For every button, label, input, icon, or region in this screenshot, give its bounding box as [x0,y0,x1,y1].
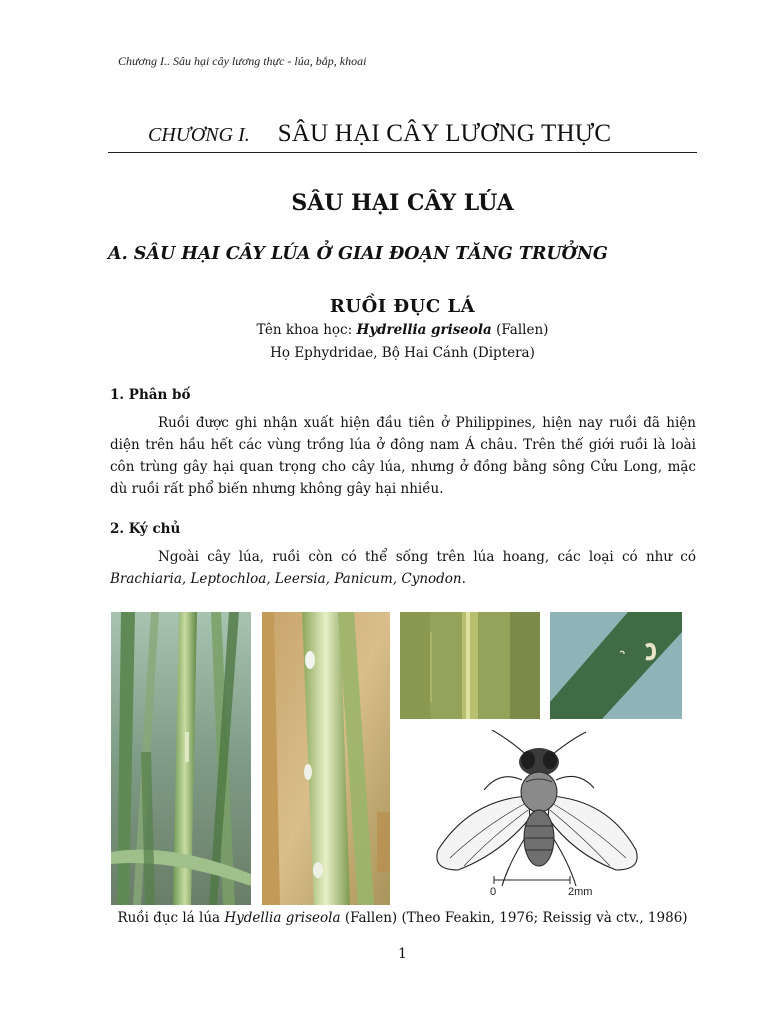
paragraph-line: dù ruồi rất phổ biến nhưng không gây hại nhiều. [110,481,444,497]
larva-damage-photo [262,612,390,905]
scientific-name-line [108,322,697,338]
caption-species: Hydellia griseola [224,910,341,926]
section-2-heading: 2. Ký chủ [110,521,181,537]
scale-2mm-label: 2mm [568,886,593,898]
rice-field-photo [111,612,251,905]
main-title: SÂU HẠI CÂY LÚA [291,190,514,216]
fly-illustration [430,730,645,900]
sci-name: Hydrellia griseola [356,322,492,338]
chapter-heading [148,120,708,148]
section-1-heading: 1. Phân bố [110,387,191,403]
host-species: Brachiaria, Leptochloa, Leersia, Panicum, Cynodon [110,571,462,587]
leaf-damage-photo [400,612,540,719]
pest-title: RUỒI ĐỤC LÁ [329,296,476,317]
section-a-heading: A. SÂU HẠI CÂY LÚA Ở GIAI ĐOẠN TĂNG TRƯỞNG [108,244,608,264]
scale-zero-label: 0 [490,886,497,898]
family-line: Họ Ephydridae, Bộ Hai Cánh (Diptera) [270,345,535,361]
paragraph-line: côn trùng gây hại quan trọng cho cây lúa, nhưng ở đồng bằng sông Cửu Long, mặc [110,459,696,475]
chapter-rule [108,152,697,153]
sci-prefix: Tên khoa học: [256,322,357,338]
larva-photo [550,612,682,719]
section-2-paragraph [110,546,696,590]
section-1-paragraph [110,412,696,500]
sci-author: (Fallen) [491,322,549,338]
paragraph-line: Ngoài cây lúa, ruồi còn có thể sống trên lúa hoang, các loại có như có [158,549,696,565]
paragraph-line: Ruồi được ghi nhận xuất hiện đầu tiên ở Philippines, hiện nay ruồi đã hiện [158,415,696,431]
page-number: 1 [398,946,407,962]
paragraph-line: Brachiaria, Leptochloa, Leersia, Panicum, Cynodon. [110,571,466,587]
running-header: Chương I.. Sâu hại cây lương thực - lúa, bắp, khoai [118,54,367,68]
chapter-title: SÂU HẠI CÂY LƯƠNG THỰC [277,120,612,147]
chapter-label: CHƯƠNG I. [148,124,250,146]
figure-caption: Ruồi đục lá lúa Hydellia griseola (Fallen) (Theo Feakin, 1976; Reissig và ctv., 1986) [117,910,688,926]
paragraph-line: diện trên hầu hết các vùng trồng lúa ở đông nam Á châu. Trên thế giới ruồi là loài [110,437,696,453]
